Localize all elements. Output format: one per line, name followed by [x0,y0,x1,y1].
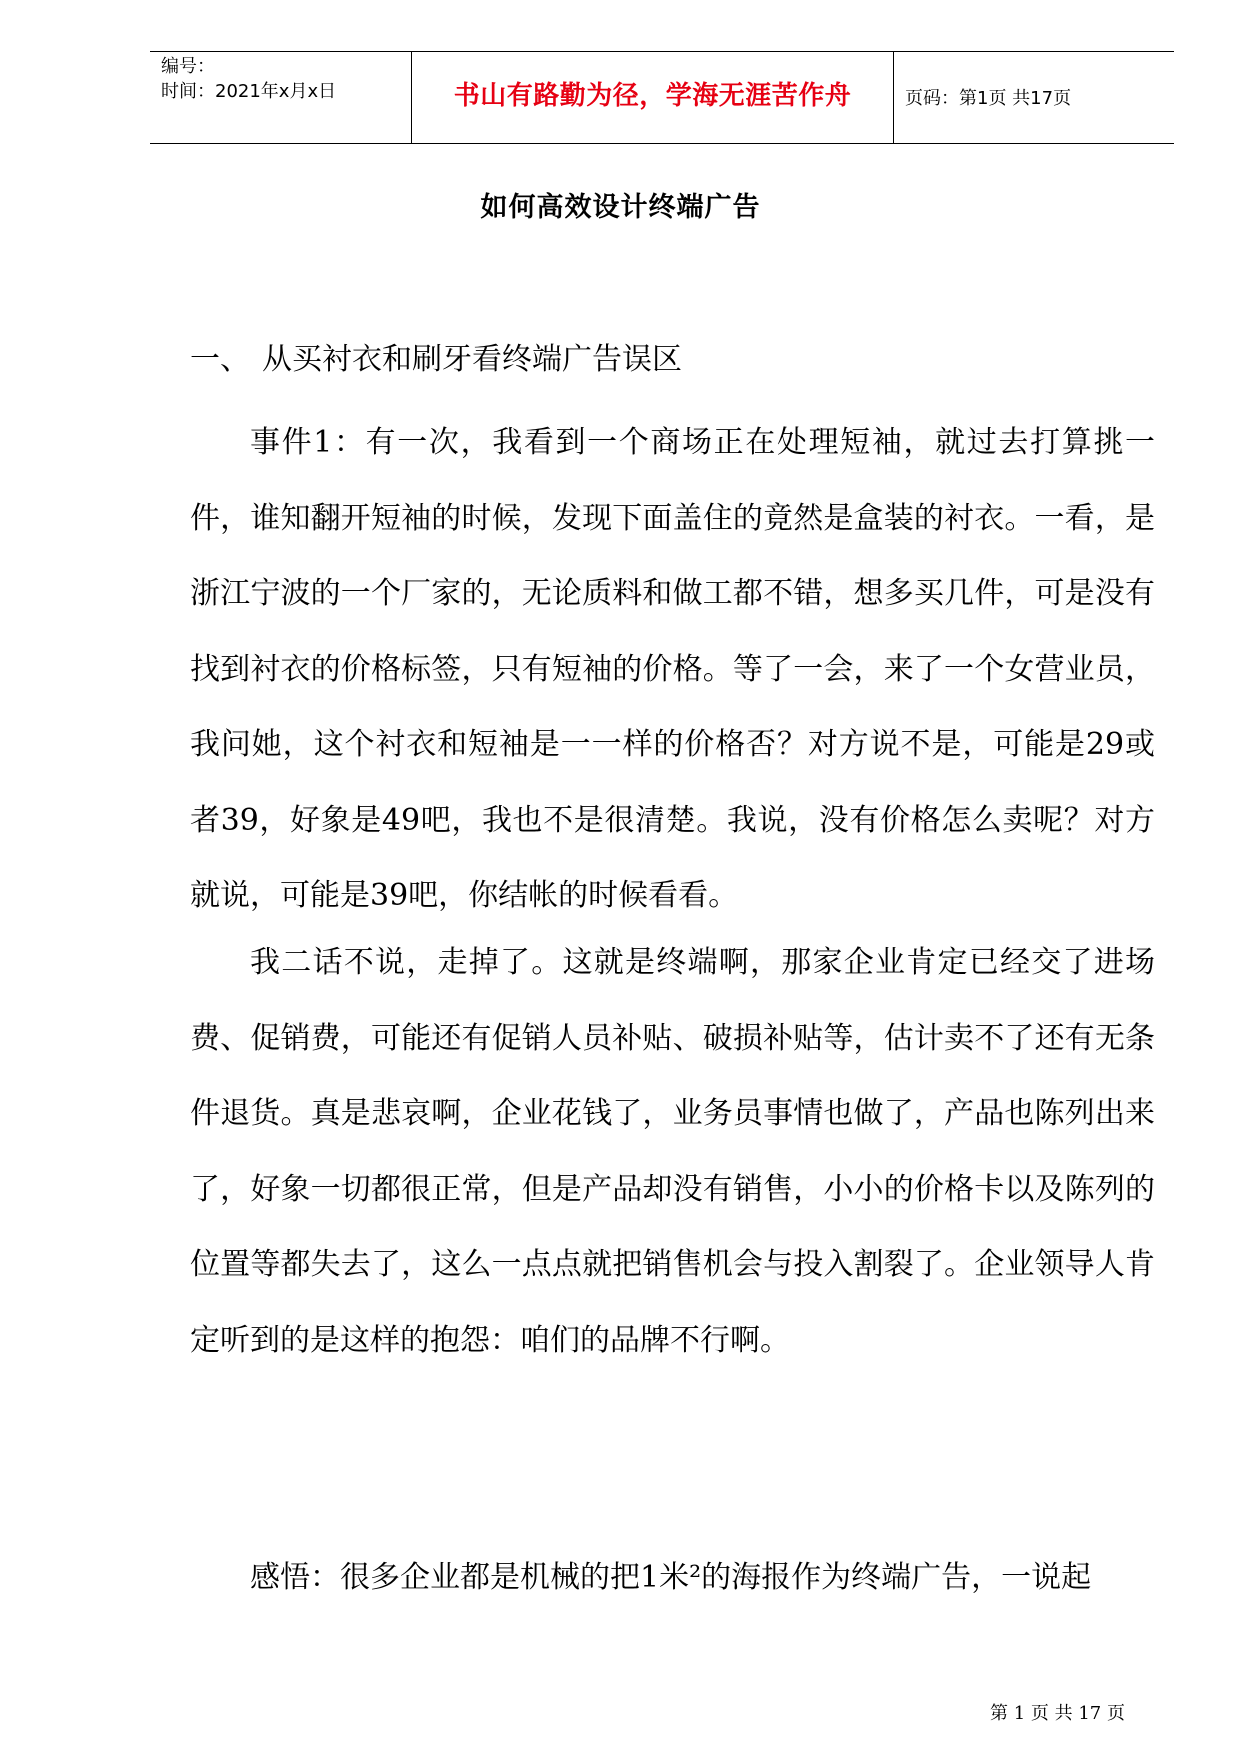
header-meta-cell [150,52,411,143]
body-paragraph-1 [190,405,1155,934]
page-footer: 第 1 页 共 17 页 [990,1703,1125,1724]
header-page-cell [894,52,1174,143]
header-motto-cell [411,52,894,143]
header-page-info: 页码：第1页 共17页 [905,88,1072,109]
section-heading [190,340,682,380]
paragraph-text: 我二话不说，走掉了。这就是终端啊，那家企业肯定已经交了进场费、促销费，可能还有促销人员补贴、破损补贴等，估计卖不了还有无条件退货。真是悲哀啊，企业花钱了，业务员事情也做了，产品也陈列出来了，好象一切都很正常，但是产品却没有销售，小小的价格卡以及陈列的位置等都失去了，这么一点点就把销售机会与投入割裂了。企业领导人肯定听到的是这样的抱怨：咱们的品牌不行啊。 [190,945,1155,1358]
document-header [150,51,1174,144]
section-number: 一、 [190,342,250,377]
document-time-label: 时间：2021年x月x日 [161,81,337,102]
section-title: 从买衬衣和刷牙看终端广告误区 [262,342,682,377]
paragraph-text: 感悟：很多企业都是机械的把1米²的海报作为终端广告，一说起 [250,1560,1092,1595]
header-motto: 书山有路勤为径，学海无涯苦作舟 [453,81,852,111]
paragraph-text: 事件1：有一次，我看到一个商场正在处理短袖，就过去打算挑一件，谁知翻开短袖的时候，发现下面盖住的竟然是盒装的衬衣。一看，是浙江宁波的一个厂家的，无论质料和做工都不错，想多买几件，可是没有找到衬衣的价格标签，只有短袖的价格。等了一会，来了一个女营业员，我问她，这个衬衣和短袖是一一样的价格否？对方说不是，可能是29或者39，好象是49吧，我也不是很清楚。我说，没有价格怎么卖呢？对方就说，可能是39吧，你结帐的时候看看。 [190,425,1155,913]
body-paragraph-3 [190,1540,1155,1616]
document-number-label: 编号： [161,56,215,77]
document-title: 如何高效设计终端广告 [480,192,761,223]
body-paragraph-2 [190,925,1155,1378]
